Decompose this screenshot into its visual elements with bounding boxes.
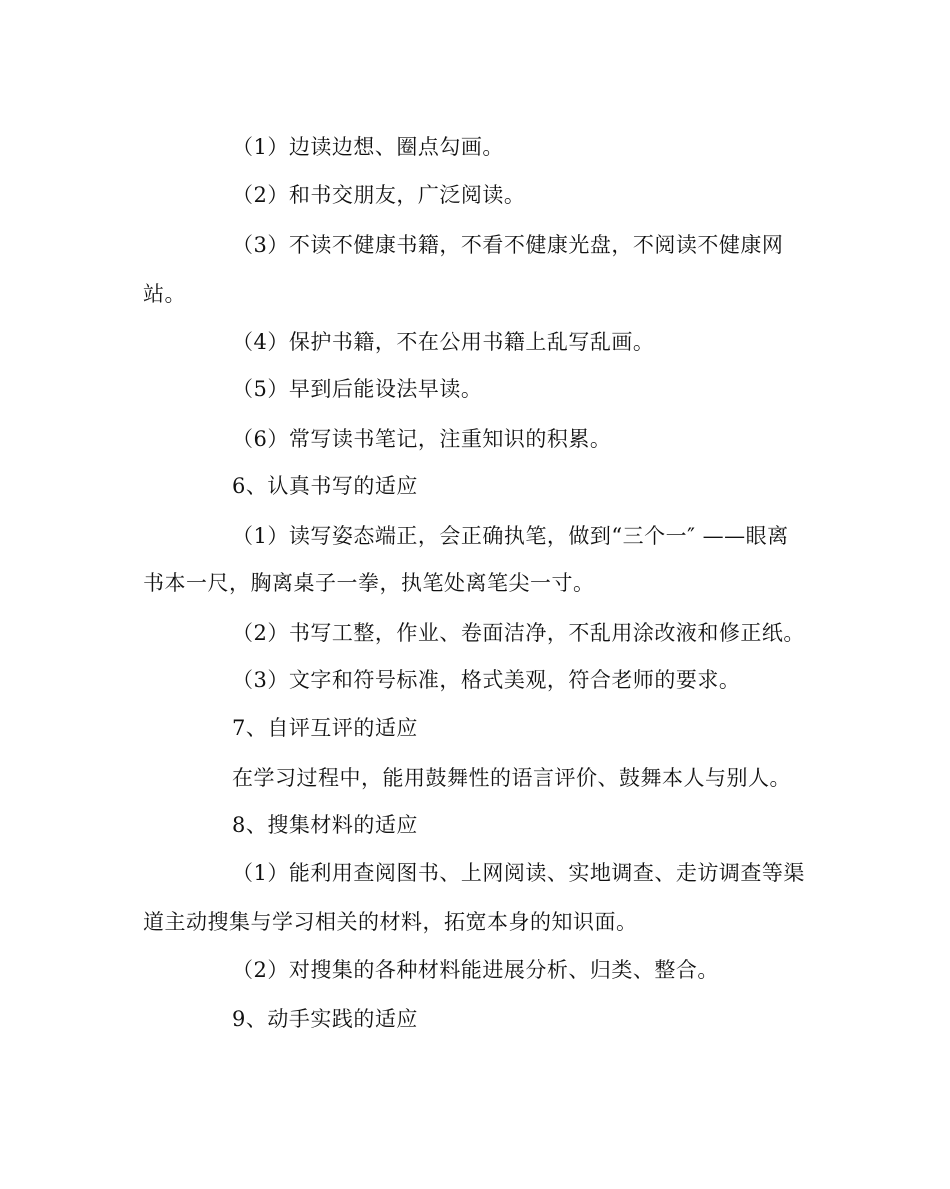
paragraph-line: 在学习过程中，能用鼓舞性的语言评价、鼓舞本人与别人。 [232,766,791,790]
section-heading: 7、自评互评的适应 [232,716,418,740]
paragraph-line: （2）和书交朋友，广泛阅读。 [232,183,526,207]
paragraph-line: （1）边读边想、圈点勾画。 [232,135,504,159]
paragraph-line: （1）能利用查阅图书、上网阅读、实地调查、走访调查等渠 [232,861,805,885]
section-heading: 6、认真书写的适应 [232,474,418,498]
paragraph-line: （5）早到后能设法早读。 [232,377,483,401]
paragraph-line: （2）对搜集的各种材料能进展分析、归类、整合。 [232,958,719,982]
paragraph-line: （1）读写姿态端正，会正确执笔，做到“三个一″ ——眼离 [232,524,789,548]
paragraph-line: 站。 [143,282,186,306]
paragraph-line: （3）文字和符号标准，格式美观，符合老师的要求。 [232,668,741,692]
paragraph-line: （3）不读不健康书籍，不看不健康光盘，不阅读不健康网 [232,233,784,257]
paragraph-line: （4）保护书籍，不在公用书籍上乱写乱画。 [232,330,655,354]
paragraph-line: （6）常写读书笔记，注重知识的积累。 [232,427,612,451]
paragraph-line: （2）书写工整，作业、卷面洁净，不乱用涂改液和修正纸。 [232,621,805,645]
section-heading: 8、搜集材料的适应 [232,813,418,837]
paragraph-line: 书本一尺，胸离桌子一拳，执笔处离笔尖一寸。 [143,571,595,595]
section-heading: 9、动手实践的适应 [232,1007,418,1031]
paragraph-line: 道主动搜集与学习相关的材料，拓宽本身的知识面。 [143,910,638,934]
